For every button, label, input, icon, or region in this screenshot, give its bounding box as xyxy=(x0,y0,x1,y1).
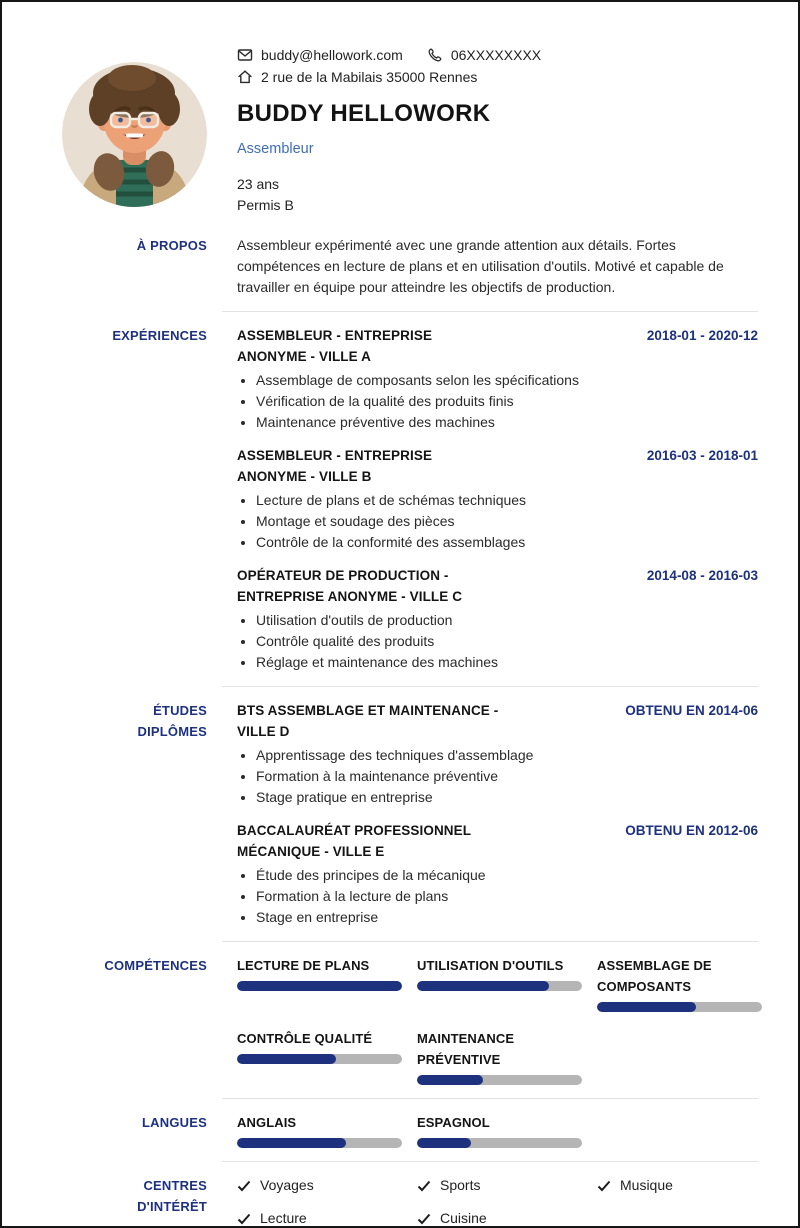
contact-line-2 xyxy=(237,66,541,88)
experience-date: 2016-03 - 2018-01 xyxy=(646,448,758,463)
language-item xyxy=(237,1112,402,1148)
education-bullets xyxy=(237,745,615,808)
skill-bar xyxy=(417,981,582,991)
section-divider xyxy=(222,1098,758,1099)
experience-bullets xyxy=(237,490,637,553)
education-title: BACCALAURÉAT PROFESSIONNEL MÉCANIQUE - VILLE E xyxy=(237,823,471,859)
check-icon xyxy=(237,1179,251,1193)
skill-item xyxy=(417,1028,582,1085)
candidate-meta xyxy=(237,174,541,216)
interest-label: Cuisine xyxy=(440,1210,487,1226)
check-icon xyxy=(417,1179,431,1193)
skill-name: ASSEMBLAGE DE COMPOSANTS xyxy=(597,958,712,994)
skill-bar-fill xyxy=(597,1002,696,1012)
skill-bar xyxy=(417,1075,582,1085)
bullet-item: • Assemblage de composants selon les spécifications xyxy=(256,370,637,391)
skills-section-label: COMPÉTENCES xyxy=(104,958,207,973)
bullet-item: • Formation à la lecture de plans xyxy=(256,886,615,907)
skill-bar xyxy=(237,1054,402,1064)
interest-item xyxy=(237,1175,402,1196)
interest-item xyxy=(237,1208,402,1228)
contact-line-1 xyxy=(237,44,541,66)
language-name: ANGLAIS xyxy=(237,1115,297,1130)
language-bar xyxy=(417,1138,582,1148)
section-divider xyxy=(222,941,758,942)
language-bar-fill xyxy=(417,1138,471,1148)
skill-bar xyxy=(237,981,402,991)
education-date: OBTENU EN 2012-06 xyxy=(625,823,758,838)
experience-title: ASSEMBLEUR - ENTREPRISE ANONYME - VILLE A xyxy=(237,328,433,364)
job-title: Assembleur xyxy=(237,141,314,157)
interests-section-label: CENTRES D'INTÉRÊT xyxy=(137,1178,207,1214)
education-list xyxy=(237,700,758,928)
interest-label: Musique xyxy=(620,1177,673,1193)
language-item xyxy=(417,1112,582,1148)
skill-item xyxy=(417,955,582,1012)
experience-date: 2018-01 - 2020-12 xyxy=(646,328,758,343)
experience-title: ASSEMBLEUR - ENTREPRISE ANONYME - VILLE B xyxy=(237,448,433,484)
experience-entry xyxy=(237,325,758,433)
bullet-item: • Apprentissage des techniques d'assemblage xyxy=(256,745,615,766)
about-text: Assembleur expérimenté avec une grande attention aux détails. Fortes compétences en lecture de plans et en utilisation d'outils. Motivé et capable de travailler en équipe pour atteindre les objectifs de production. xyxy=(237,237,724,295)
languages-section-label: LANGUES xyxy=(142,1115,207,1130)
education-title: BTS ASSEMBLAGE ET MAINTENANCE - VILLE D xyxy=(237,703,499,739)
experiences-section-label: EXPÉRIENCES xyxy=(112,328,207,343)
bullet-item: • Étude des principes de la mécanique xyxy=(256,865,615,886)
phone-icon xyxy=(427,47,443,63)
education-entry xyxy=(237,820,758,928)
interest-label: Lecture xyxy=(260,1210,307,1226)
header-info xyxy=(237,38,541,216)
interest-item xyxy=(417,1175,582,1196)
skill-bar xyxy=(597,1002,762,1012)
bullet-item: • Utilisation d'outils de production xyxy=(256,610,637,631)
experience-entry xyxy=(237,565,758,673)
education-entry xyxy=(237,700,758,808)
skill-name: MAINTENANCE PRÉVENTIVE xyxy=(417,1031,515,1067)
bullet-item: • Maintenance préventive des machines xyxy=(256,412,637,433)
skills-grid xyxy=(237,955,762,1085)
contact-phone xyxy=(427,44,541,66)
skill-item xyxy=(237,955,402,1012)
bullet-item: • Lecture de plans et de schémas techniques xyxy=(256,490,637,511)
interest-item xyxy=(597,1175,762,1196)
experience-bullets xyxy=(237,370,637,433)
skill-bar-fill xyxy=(417,981,549,991)
interest-item xyxy=(417,1208,582,1228)
section-skills xyxy=(42,955,758,1085)
experience-title: OPÉRATEUR DE PRODUCTION - ENTREPRISE ANONYME - VILLE C xyxy=(237,568,463,604)
education-date: OBTENU EN 2014-06 xyxy=(625,703,758,718)
bullet-item: • Vérification de la qualité des produits finis xyxy=(256,391,637,412)
skill-name: UTILISATION D'OUTILS xyxy=(417,958,564,973)
section-education xyxy=(42,700,758,928)
skill-item xyxy=(237,1028,402,1085)
language-bar xyxy=(237,1138,402,1148)
address-text: 2 rue de la Mabilais 35000 Rennes xyxy=(261,69,478,85)
language-bar-fill xyxy=(237,1138,346,1148)
interest-label: Voyages xyxy=(260,1177,314,1193)
check-icon xyxy=(417,1212,431,1226)
experience-entry xyxy=(237,445,758,553)
section-divider xyxy=(222,686,758,687)
section-about xyxy=(42,235,758,298)
check-icon xyxy=(597,1179,611,1193)
contact-email xyxy=(237,44,403,66)
bullet-item: • Contrôle de la conformité des assemblages xyxy=(256,532,637,553)
bullet-item: • Montage et soudage des pièces xyxy=(256,511,637,532)
about-section-label: À PROPOS xyxy=(136,238,207,253)
bullet-item: • Réglage et maintenance des machines xyxy=(256,652,637,673)
check-icon xyxy=(237,1212,251,1226)
bullet-item: • Stage en entreprise xyxy=(256,907,615,928)
bullet-item: • Formation à la maintenance préventive xyxy=(256,766,615,787)
bullet-item: • Contrôle qualité des produits xyxy=(256,631,637,652)
language-name: ESPAGNOL xyxy=(417,1115,490,1130)
section-divider xyxy=(222,311,758,312)
skill-item xyxy=(597,955,762,1012)
home-icon xyxy=(237,69,253,85)
section-experiences xyxy=(42,325,758,673)
education-section-label: ÉTUDES DIPLÔMES xyxy=(137,703,207,739)
languages-grid xyxy=(237,1112,762,1148)
envelope-icon xyxy=(237,47,253,63)
experience-date: 2014-08 - 2016-03 xyxy=(646,568,758,583)
education-bullets xyxy=(237,865,615,928)
avatar xyxy=(62,62,207,207)
phone-text: 06XXXXXXXX xyxy=(450,47,542,63)
experience-list xyxy=(237,325,758,673)
section-languages xyxy=(42,1112,758,1148)
email-text: buddy@hellowork.com xyxy=(261,47,403,63)
section-interests xyxy=(42,1175,758,1228)
interest-label: Sports xyxy=(440,1177,481,1193)
bullet-item: • Stage pratique en entreprise xyxy=(256,787,615,808)
skill-bar-fill xyxy=(237,981,402,991)
cv-header xyxy=(42,38,758,216)
interests-grid xyxy=(237,1175,762,1228)
driving-license: Permis B xyxy=(237,197,294,213)
skill-bar-fill xyxy=(237,1054,336,1064)
experience-bullets xyxy=(237,610,637,673)
skill-name: CONTRÔLE QUALITÉ xyxy=(237,1031,373,1046)
candidate-name: BUDDY HELLOWORK xyxy=(237,100,491,127)
avatar-illustration xyxy=(62,62,207,207)
skill-bar-fill xyxy=(417,1075,483,1085)
skill-name: LECTURE DE PLANS xyxy=(237,958,370,973)
section-divider xyxy=(222,1161,758,1162)
contact-address xyxy=(237,66,477,88)
candidate-age: 23 ans xyxy=(237,176,280,192)
